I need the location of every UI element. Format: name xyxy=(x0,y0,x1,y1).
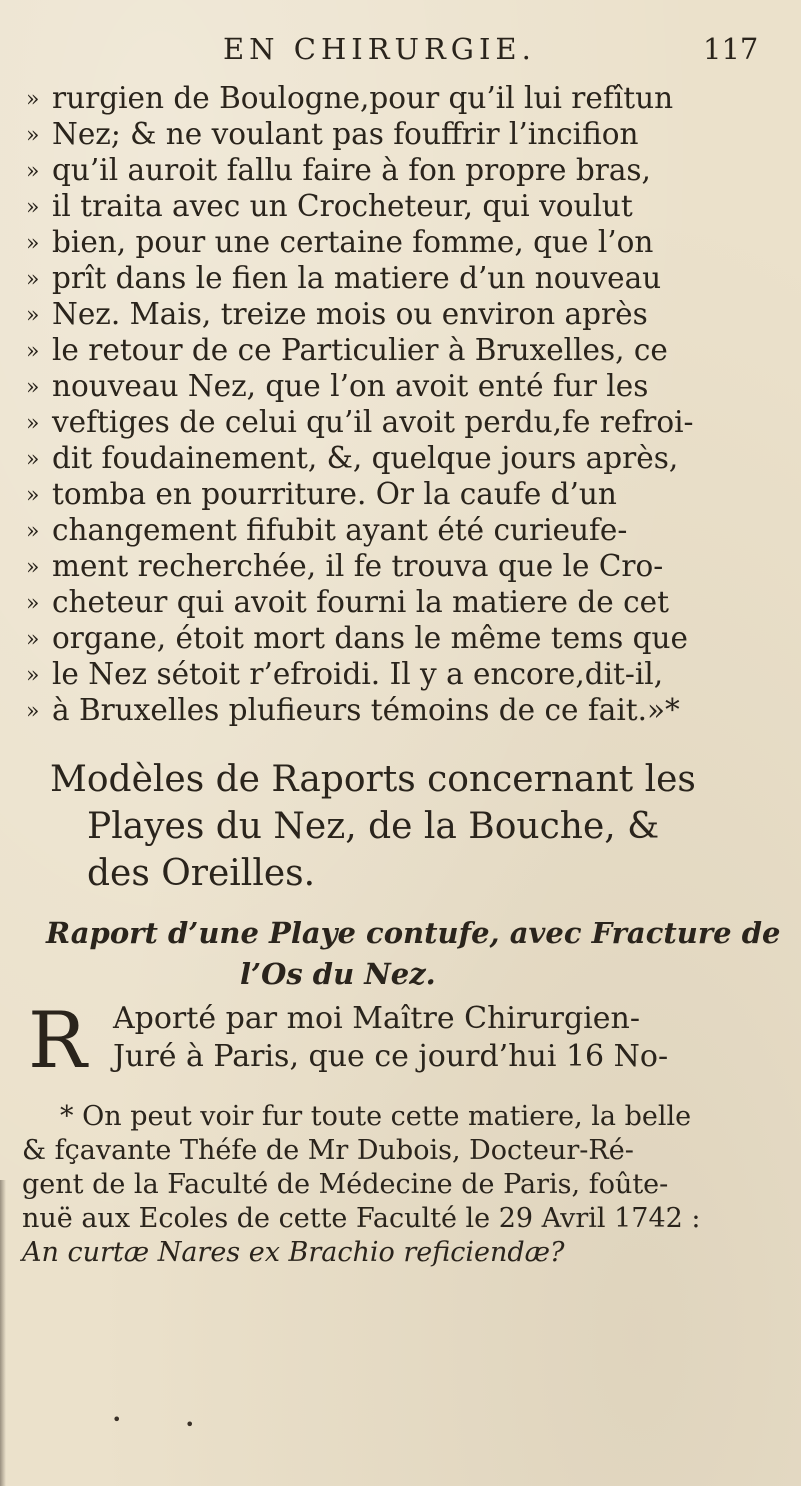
page-number: 117 xyxy=(703,32,759,66)
quote-line: » Nez. Mais, treize mois ou environ après xyxy=(26,297,648,331)
drop-capital: R xyxy=(28,996,87,1086)
footnote-line: & fçavante Théfe de Mr Dubois, Docteur-Ré- xyxy=(22,1135,634,1166)
page-edge-shadow xyxy=(0,1180,6,1486)
ink-speck: • xyxy=(112,1410,122,1429)
body-line: Juré à Paris, que ce jourd’hui 16 No- xyxy=(113,1039,669,1074)
quote-line: » ment recherchée, il fe trouva que le Cro- xyxy=(26,549,664,583)
quote-line: » qu’il auroit fallu faire à fon propre bras, xyxy=(26,153,651,187)
footnote-line: gent de la Faculté de Médecine de Paris, foûte- xyxy=(22,1169,669,1200)
footnote-line: nuë aux Ecoles de cette Faculté le 29 Avril 1742 : xyxy=(22,1203,701,1234)
quote-line: » organe, étoit mort dans le même tems que xyxy=(26,621,688,655)
quote-line: » prît dans le fien la matiere d’un nouveau xyxy=(26,261,662,295)
quote-line: » à Bruxelles plufieurs témoins de ce fait.»* xyxy=(26,693,680,727)
quote-line: » le Nez sétoit r’efroidi. Il y a encore,dit-il, xyxy=(26,657,664,691)
running-title: EN CHIRURGIE. xyxy=(223,32,536,66)
quote-line: » tomba en pourriture. Or la caufe d’un xyxy=(26,477,617,511)
quote-line: » il traita avec un Crocheteur, qui voulut xyxy=(26,189,633,223)
quote-line: » changement fifubit ayant été curieufe- xyxy=(26,513,628,547)
ink-speck: • xyxy=(185,1415,195,1434)
section-title-line: Playes du Nez, de la Bouche, & xyxy=(87,806,660,847)
report-subtitle-line: Raport d’une Playe contufe, avec Fracture de xyxy=(46,916,781,950)
body-line: Aporté par moi Maître Chirurgien- xyxy=(113,1001,640,1036)
quote-line: » le retour de ce Particulier à Bruxelles, ce xyxy=(26,333,668,367)
footnote-latin-title: An curtæ Nares ex Brachio reficiendæ? xyxy=(22,1237,565,1268)
section-title-line: des Oreilles. xyxy=(87,853,316,894)
report-subtitle-line: l’Os du Nez. xyxy=(240,957,436,991)
quote-line: » rurgien de Boulogne,pour qu’il lui refîtun xyxy=(26,81,674,115)
quote-line: » nouveau Nez, que l’on avoit enté fur les xyxy=(26,369,649,403)
quote-line: » Nez; & ne voulant pas fouffrir l’incifion xyxy=(26,117,639,151)
quote-line: » veftiges de celui qu’il avoit perdu,fe refroi- xyxy=(26,405,694,439)
section-title-line: Modèles de Raports concernant les xyxy=(50,759,696,800)
quote-line: » cheteur qui avoit fourni la matiere de cet xyxy=(26,585,669,619)
footnote-line: * On peut voir fur toute cette matiere, la belle xyxy=(60,1101,692,1132)
quote-line: » dit foudainement, &, quelque jours après, xyxy=(26,441,679,475)
quote-line: » bien, pour une certaine fomme, que l’on xyxy=(26,225,654,259)
page-header xyxy=(0,20,801,70)
